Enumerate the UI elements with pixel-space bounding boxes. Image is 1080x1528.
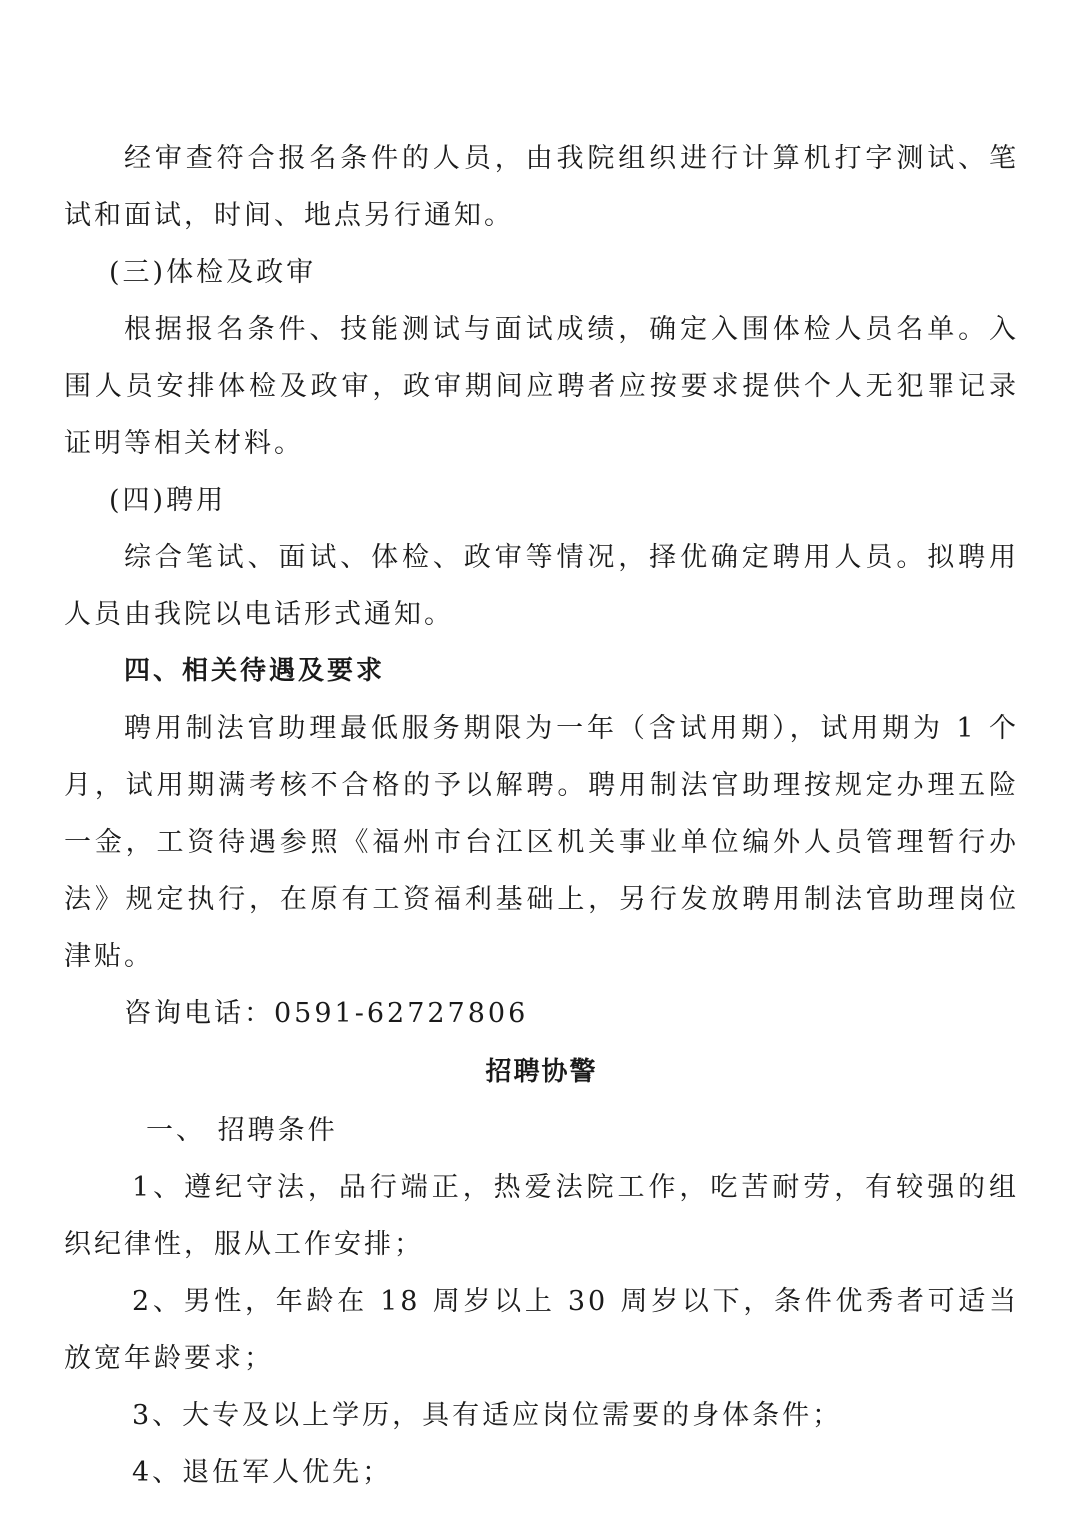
paragraph-physical-exam: 根据报名条件、技能测试与面试成绩，确定入围体检人员名单。入围人员安排体检及政审，政审期间应聘者应按要求提供个人无犯罪记录证明等相关材料。 xyxy=(64,314,1019,459)
condition-item: 3、大专及以上学历，具有适应岗位需要的身体条件； xyxy=(132,1400,843,1431)
paragraph-hiring: 综合笔试、面试、体检、政审等情况，择优确定聘用人员。拟聘用人员由我院以电话形式通知。 xyxy=(64,542,1019,630)
heading-physical-exam: (三)体检及政审 xyxy=(109,257,317,288)
paragraph-treatment: 聘用制法官助理最低服务期限为一年（含试用期），试用期为 1 个月，试用期满考核不合格的予以解聘。聘用制法官助理按规定办理五险一金，工资待遇参照《福州市台江区机关事业单位编外人员管理暂行办法》规定执行，在原有工资福利基础上，另行发放聘用制法官助理岗位津贴。 xyxy=(64,713,1019,972)
heading-treatment: 四、相关待遇及要求 xyxy=(124,656,386,686)
heading-conditions: 一、 招聘条件 xyxy=(146,1115,338,1146)
condition-item: 2、男性，年龄在 18 周岁以上 30 周岁以下，条件优秀者可适当放宽年龄要求； xyxy=(64,1286,1019,1374)
section-title: 招聘协警 xyxy=(485,1057,598,1087)
heading-hiring: (四)聘用 xyxy=(109,485,227,516)
condition-item: 1、遵纪守法，品行端正，热爱法院工作，吃苦耐劳，有较强的组织纪律性，服从工作安排； xyxy=(64,1172,1019,1260)
document-page xyxy=(64,130,1019,1501)
contact-phone: 咨询电话：0591-62727806 xyxy=(124,998,529,1029)
paragraph-review: 经审查符合报名条件的人员，由我院组织进行计算机打字测试、笔试和面试，时间、地点另行通知。 xyxy=(64,143,1019,231)
condition-item: 4、退伍军人优先； xyxy=(132,1457,393,1488)
